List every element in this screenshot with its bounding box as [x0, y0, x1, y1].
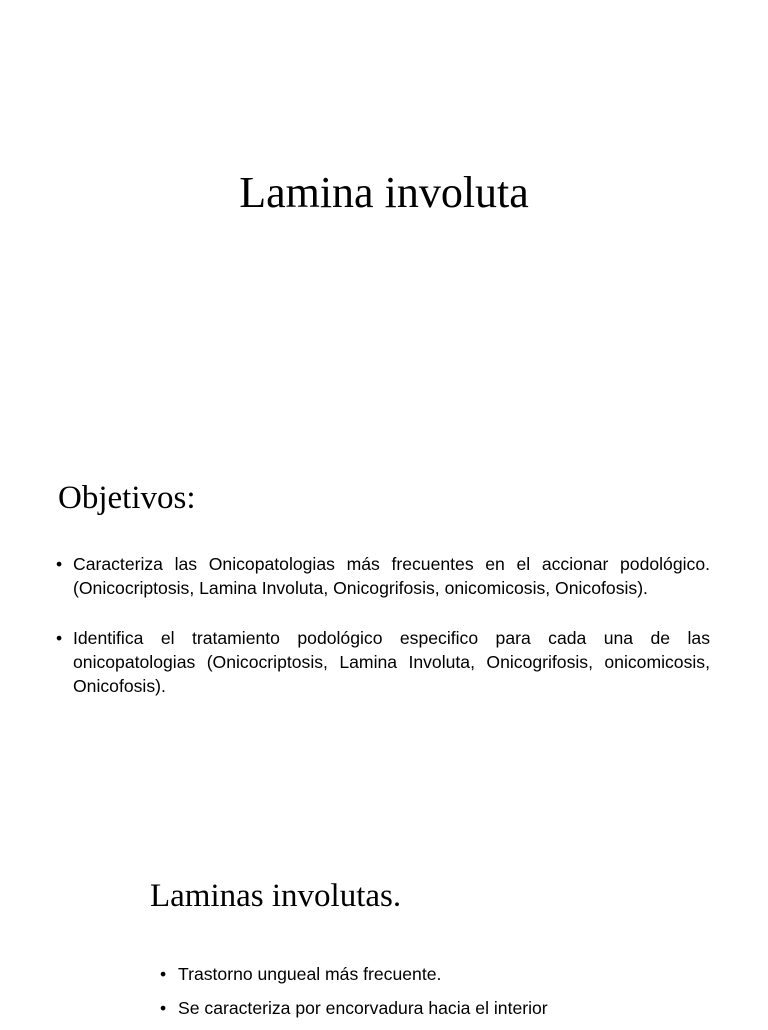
bullet-icon: • — [56, 554, 63, 574]
list-item — [56, 626, 710, 698]
objetivos-heading: Objetivos: — [58, 480, 196, 516]
bullet-icon: • — [160, 964, 167, 984]
bullet-text: Trastorno ungueal más frecuente. — [178, 964, 442, 984]
bullet-text: Se caracteriza por encorvadura hacia el interior — [178, 998, 548, 1018]
bullet-text: Identifica el tratamiento podológico especifico para cada una de las onicopatologias (Onicocriptosis, Lamina Involuta, Onicogrifosis, onicomicosis, Onicofosis). — [73, 628, 710, 696]
laminas-list — [160, 962, 720, 1030]
laminas-heading: Laminas involutas. — [150, 878, 402, 914]
bullet-icon: • — [160, 998, 167, 1018]
bullet-icon: • — [56, 628, 63, 648]
slide-title: Lamina involuta — [239, 168, 529, 217]
list-item — [160, 996, 720, 1020]
objetivos-list — [56, 552, 710, 724]
list-item — [56, 552, 710, 600]
list-item — [160, 962, 720, 986]
bullet-text: Caracteriza las Onicopatologias más frecuentes en el accionar podológico. (Onicocriptosis, Lamina Involuta, Onicogrifosis, onicomicosis, Onicofosis). — [73, 554, 710, 598]
